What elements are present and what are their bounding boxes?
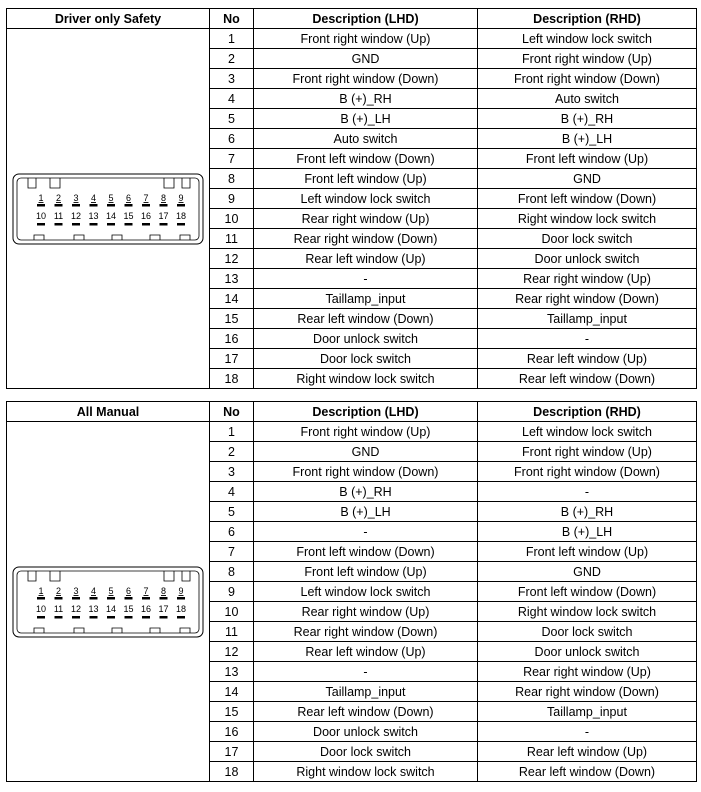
pin-bar xyxy=(177,223,185,226)
connector-pin-label: 8 xyxy=(160,585,167,596)
connector-pin-label: 6 xyxy=(125,192,132,203)
rhd-description-cell: Taillamp_input xyxy=(478,702,697,722)
pin-number-cell: 5 xyxy=(210,502,254,522)
connector-pin-label: 2 xyxy=(55,192,62,203)
pin-number-cell: 1 xyxy=(210,29,254,49)
connector-pin-label: 13 xyxy=(88,210,99,221)
pin-bar xyxy=(125,616,133,619)
header-rhd: Description (RHD) xyxy=(478,9,697,29)
rhd-description-cell: Front left window (Down) xyxy=(478,582,697,602)
rhd-description-cell: Left window lock switch xyxy=(478,29,697,49)
lhd-description-cell: Front left window (Up) xyxy=(254,562,478,582)
lhd-description-cell: Rear left window (Down) xyxy=(254,702,478,722)
lhd-description-cell: Front left window (Down) xyxy=(254,542,478,562)
rhd-description-cell: Rear left window (Down) xyxy=(478,762,697,782)
lhd-description-cell: Front right window (Down) xyxy=(254,462,478,482)
header-lhd: Description (LHD) xyxy=(254,402,478,422)
pin-number-cell: 16 xyxy=(210,722,254,742)
pin-number-cell: 15 xyxy=(210,702,254,722)
pin-bar xyxy=(177,616,185,619)
connector-pin-label: 14 xyxy=(105,210,117,221)
pin-number-cell: 3 xyxy=(210,462,254,482)
pin-bar xyxy=(125,204,133,207)
latch-tab xyxy=(50,178,60,188)
pin-number-cell: 2 xyxy=(210,442,254,462)
rhd-description-cell: Rear right window (Down) xyxy=(478,289,697,309)
pin-bar xyxy=(90,223,98,226)
connector-pin-label: 15 xyxy=(123,603,134,614)
rhd-description-cell: Front left window (Down) xyxy=(478,189,697,209)
lhd-description-cell: - xyxy=(254,522,478,542)
connector-pin-label: 1 xyxy=(38,192,44,203)
pin-number-cell: 18 xyxy=(210,762,254,782)
rhd-description-cell: Rear left window (Up) xyxy=(478,349,697,369)
lhd-description-cell: GND xyxy=(254,49,478,69)
lhd-description-cell: B (+)_RH xyxy=(254,482,478,502)
connector-pin-label: 4 xyxy=(90,585,97,596)
table-body xyxy=(7,422,697,782)
pin-bar xyxy=(90,204,98,207)
header-no: No xyxy=(210,9,254,29)
pin-number-cell: 4 xyxy=(210,89,254,109)
lhd-description-cell: Auto switch xyxy=(254,129,478,149)
lhd-description-cell: Door lock switch xyxy=(254,742,478,762)
pin-number-cell: 14 xyxy=(210,682,254,702)
connector-pin-label: 7 xyxy=(143,192,149,203)
lhd-description-cell: Taillamp_input xyxy=(254,289,478,309)
pin-bar xyxy=(90,597,98,600)
table-header-row xyxy=(7,402,697,422)
lhd-description-cell: Front left window (Down) xyxy=(254,149,478,169)
lhd-description-cell: - xyxy=(254,269,478,289)
connector-pin-label: 9 xyxy=(178,585,184,596)
rhd-description-cell: Auto switch xyxy=(478,89,697,109)
rhd-description-cell: Front left window (Up) xyxy=(478,149,697,169)
rhd-description-cell: B (+)_RH xyxy=(478,502,697,522)
lhd-description-cell: Right window lock switch xyxy=(254,369,478,389)
rhd-description-cell: Rear right window (Up) xyxy=(478,662,697,682)
pin-bar xyxy=(160,204,168,207)
lhd-description-cell: Rear right window (Up) xyxy=(254,209,478,229)
pin-bar xyxy=(107,616,115,619)
bottom-slot xyxy=(34,235,44,240)
bottom-slot xyxy=(34,628,44,633)
pin-bar xyxy=(125,597,133,600)
connector-pin-label: 17 xyxy=(158,210,169,221)
latch-tab xyxy=(28,571,36,581)
latch-tab xyxy=(182,178,190,188)
connector-pin-label: 10 xyxy=(35,210,47,221)
connector-pin-label: 1 xyxy=(38,585,44,596)
connector-pin-label: 10 xyxy=(35,603,47,614)
connector-pin-label: 14 xyxy=(105,603,117,614)
pin-bar xyxy=(107,597,115,600)
pin-bar xyxy=(107,204,115,207)
pin-number-cell: 11 xyxy=(210,229,254,249)
pin-number-cell: 5 xyxy=(210,109,254,129)
pin-number-cell: 7 xyxy=(210,149,254,169)
pin-number-cell: 6 xyxy=(210,129,254,149)
rhd-description-cell: Front left window (Up) xyxy=(478,542,697,562)
pin-number-cell: 1 xyxy=(210,422,254,442)
rhd-description-cell: Door unlock switch xyxy=(478,249,697,269)
connector-cell xyxy=(7,422,210,782)
pin-number-cell: 9 xyxy=(210,189,254,209)
rhd-description-cell: B (+)_RH xyxy=(478,109,697,129)
header-rhd: Description (RHD) xyxy=(478,402,697,422)
pin-number-cell: 17 xyxy=(210,349,254,369)
rhd-description-cell: Right window lock switch xyxy=(478,602,697,622)
rhd-description-cell: Front right window (Up) xyxy=(478,49,697,69)
header-no: No xyxy=(210,402,254,422)
latch-tab xyxy=(50,571,60,581)
pin-bar xyxy=(142,204,150,207)
rhd-description-cell: B (+)_LH xyxy=(478,129,697,149)
lhd-description-cell: B (+)_RH xyxy=(254,89,478,109)
pin-bar xyxy=(72,223,80,226)
rhd-description-cell: - xyxy=(478,482,697,502)
pin-bar xyxy=(90,616,98,619)
connector-pin-label: 6 xyxy=(125,585,132,596)
pin-bar xyxy=(160,223,168,226)
lhd-description-cell: Rear left window (Up) xyxy=(254,642,478,662)
connector-pin-label: 18 xyxy=(175,210,187,221)
connector-diagram xyxy=(12,173,204,245)
header-lhd: Description (LHD) xyxy=(254,9,478,29)
table-row xyxy=(7,422,697,442)
rhd-description-cell: Left window lock switch xyxy=(478,422,697,442)
pin-number-cell: 13 xyxy=(210,269,254,289)
pin-bar xyxy=(37,223,45,226)
pin-number-cell: 10 xyxy=(210,602,254,622)
pin-bar xyxy=(72,597,80,600)
rhd-description-cell: B (+)_LH xyxy=(478,522,697,542)
pin-bar xyxy=(125,223,133,226)
pin-number-cell: 15 xyxy=(210,309,254,329)
pinout-table-driver-only-safety xyxy=(6,8,697,389)
connector-pin-label: 15 xyxy=(123,210,134,221)
rhd-description-cell: GND xyxy=(478,169,697,189)
pin-bar xyxy=(55,204,63,207)
lhd-description-cell: B (+)_LH xyxy=(254,109,478,129)
pin-number-cell: 9 xyxy=(210,582,254,602)
pin-number-cell: 6 xyxy=(210,522,254,542)
connector-pin-label: 11 xyxy=(53,210,64,221)
rhd-description-cell: GND xyxy=(478,562,697,582)
lhd-description-cell: Door lock switch xyxy=(254,349,478,369)
table-header-row xyxy=(7,9,697,29)
connector-pin-label: 12 xyxy=(70,210,82,221)
bottom-slot xyxy=(180,628,190,633)
pin-number-cell: 16 xyxy=(210,329,254,349)
pin-number-cell: 11 xyxy=(210,622,254,642)
pin-bar xyxy=(177,204,185,207)
connector-pin-label: 16 xyxy=(140,210,152,221)
lhd-description-cell: Taillamp_input xyxy=(254,682,478,702)
lhd-description-cell: Rear left window (Up) xyxy=(254,249,478,269)
lhd-description-cell: Door unlock switch xyxy=(254,722,478,742)
connector-pin-label: 2 xyxy=(55,585,62,596)
pin-number-cell: 14 xyxy=(210,289,254,309)
header-type: Driver only Safety xyxy=(7,9,210,29)
connector-pin-label: 16 xyxy=(140,603,152,614)
rhd-description-cell: Rear left window (Down) xyxy=(478,369,697,389)
connector-pin-label: 18 xyxy=(175,603,187,614)
lhd-description-cell: Front left window (Up) xyxy=(254,169,478,189)
pin-number-cell: 18 xyxy=(210,369,254,389)
header-type: All Manual xyxy=(7,402,210,422)
lhd-description-cell: Rear right window (Up) xyxy=(254,602,478,622)
connector-pin-label: 5 xyxy=(108,585,114,596)
rhd-description-cell: Front right window (Up) xyxy=(478,442,697,462)
bottom-slot xyxy=(180,235,190,240)
pin-bar xyxy=(72,204,80,207)
connector-pin-label: 7 xyxy=(143,585,149,596)
pin-number-cell: 2 xyxy=(210,49,254,69)
pin-number-cell: 7 xyxy=(210,542,254,562)
pin-bar xyxy=(37,204,45,207)
connector-pin-label: 13 xyxy=(88,603,99,614)
connector-pin-label: 9 xyxy=(178,192,184,203)
pin-number-cell: 4 xyxy=(210,482,254,502)
pinout-table-all-manual xyxy=(6,401,697,782)
bottom-slot xyxy=(112,628,122,633)
rhd-description-cell: Door unlock switch xyxy=(478,642,697,662)
rhd-description-cell: Taillamp_input xyxy=(478,309,697,329)
pin-bar xyxy=(37,616,45,619)
lhd-description-cell: B (+)_LH xyxy=(254,502,478,522)
rhd-description-cell: Rear right window (Down) xyxy=(478,682,697,702)
connector-pin-label: 12 xyxy=(70,603,82,614)
connector-pin-label: 8 xyxy=(160,192,167,203)
pin-bar xyxy=(107,223,115,226)
connector-pin-label: 3 xyxy=(73,192,79,203)
connector-pin-label: 5 xyxy=(108,192,114,203)
bottom-slot xyxy=(150,235,160,240)
connector-pin-label: 3 xyxy=(73,585,79,596)
pin-bar xyxy=(55,223,63,226)
pin-bar xyxy=(37,597,45,600)
lhd-description-cell: Front right window (Down) xyxy=(254,69,478,89)
pin-bar xyxy=(55,616,63,619)
bottom-slot xyxy=(112,235,122,240)
latch-tab xyxy=(164,571,174,581)
connector-outline xyxy=(13,567,203,637)
pin-number-cell: 13 xyxy=(210,662,254,682)
pin-bar xyxy=(160,597,168,600)
bottom-slot xyxy=(74,628,84,633)
pin-number-cell: 17 xyxy=(210,742,254,762)
connector-inner-outline xyxy=(17,571,199,633)
lhd-description-cell: Rear left window (Down) xyxy=(254,309,478,329)
lhd-description-cell: Door unlock switch xyxy=(254,329,478,349)
lhd-description-cell: Rear right window (Down) xyxy=(254,229,478,249)
rhd-description-cell: Front right window (Down) xyxy=(478,462,697,482)
pin-number-cell: 3 xyxy=(210,69,254,89)
pin-bar xyxy=(142,597,150,600)
bottom-slot xyxy=(150,628,160,633)
lhd-description-cell: Left window lock switch xyxy=(254,582,478,602)
latch-tab xyxy=(182,571,190,581)
table-row xyxy=(7,29,697,49)
rhd-description-cell: - xyxy=(478,329,697,349)
lhd-description-cell: Rear right window (Down) xyxy=(254,622,478,642)
rhd-description-cell: Rear right window (Up) xyxy=(478,269,697,289)
connector-diagram xyxy=(12,566,204,638)
lhd-description-cell: - xyxy=(254,662,478,682)
pin-bar xyxy=(55,597,63,600)
pin-bar xyxy=(142,616,150,619)
pin-number-cell: 8 xyxy=(210,169,254,189)
bottom-slot xyxy=(74,235,84,240)
lhd-description-cell: Left window lock switch xyxy=(254,189,478,209)
connector-pin-label: 17 xyxy=(158,603,169,614)
lhd-description-cell: Front right window (Up) xyxy=(254,422,478,442)
pin-bar xyxy=(142,223,150,226)
latch-tab xyxy=(28,178,36,188)
pin-bar xyxy=(177,597,185,600)
connector-pin-label: 4 xyxy=(90,192,97,203)
pin-number-cell: 8 xyxy=(210,562,254,582)
rhd-description-cell: Door lock switch xyxy=(478,229,697,249)
pin-bar xyxy=(160,616,168,619)
connector-inner-outline xyxy=(17,178,199,240)
connector-pin-label: 11 xyxy=(53,603,64,614)
pin-number-cell: 10 xyxy=(210,209,254,229)
pin-number-cell: 12 xyxy=(210,642,254,662)
latch-tab xyxy=(164,178,174,188)
connector-cell xyxy=(7,29,210,389)
table-body xyxy=(7,29,697,389)
lhd-description-cell: Right window lock switch xyxy=(254,762,478,782)
pin-number-cell: 12 xyxy=(210,249,254,269)
rhd-description-cell: Door lock switch xyxy=(478,622,697,642)
rhd-description-cell: Front right window (Down) xyxy=(478,69,697,89)
rhd-description-cell: Rear left window (Up) xyxy=(478,742,697,762)
connector-outline xyxy=(13,174,203,244)
lhd-description-cell: Front right window (Up) xyxy=(254,29,478,49)
rhd-description-cell: Right window lock switch xyxy=(478,209,697,229)
lhd-description-cell: GND xyxy=(254,442,478,462)
pin-bar xyxy=(72,616,80,619)
rhd-description-cell: - xyxy=(478,722,697,742)
